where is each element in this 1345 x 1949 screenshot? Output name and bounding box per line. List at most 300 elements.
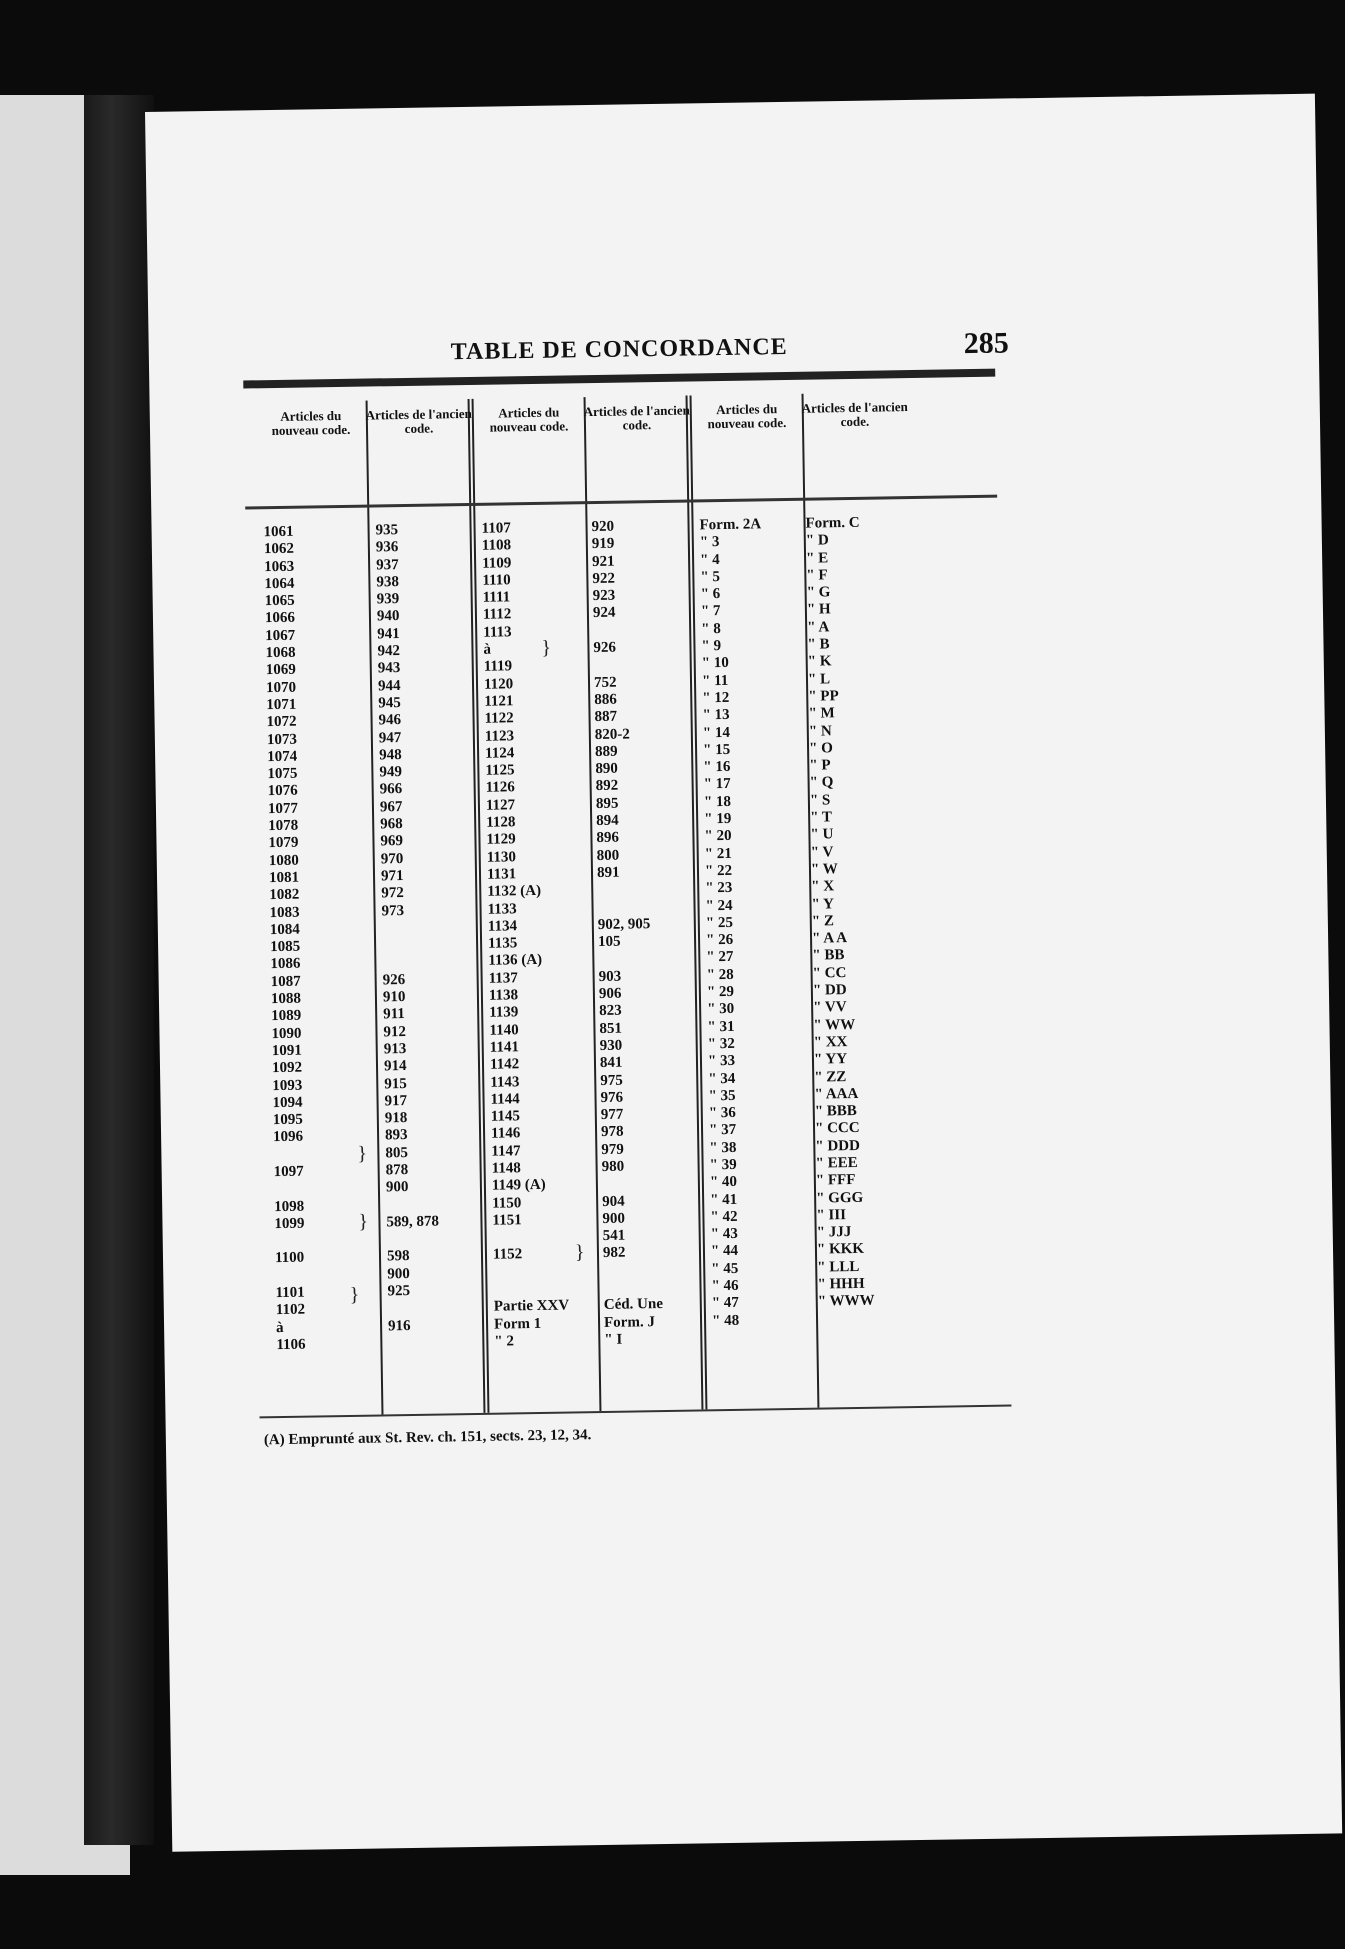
table-cell: " 14	[702, 724, 731, 741]
table-cell: 925	[387, 1283, 411, 1300]
table-cell: 924	[592, 605, 616, 622]
header-nouveau-code-1: Articles du nouveau code.	[271, 407, 351, 439]
table-cell: 920	[591, 518, 615, 536]
table-cell: à	[275, 1319, 284, 1336]
table-cell: " 33	[707, 1053, 736, 1070]
table-cell: 979	[601, 1141, 624, 1158]
table-cell: " 34	[708, 1070, 736, 1087]
table-cell: " III	[816, 1207, 847, 1224]
table-cell: " WWW	[817, 1293, 875, 1310]
table-cell: " 21	[704, 845, 732, 862]
table-cell: " 27	[706, 949, 734, 966]
table-cell: 1152	[492, 1246, 523, 1264]
book-spine	[84, 95, 154, 1845]
table-cell: 105	[597, 933, 621, 951]
table-cell: " 42	[710, 1208, 738, 1226]
table-cell: 1119	[483, 658, 513, 676]
table-cell: 887	[594, 708, 618, 726]
table-cell: " 29	[706, 983, 735, 1001]
table-cell: " 47	[711, 1295, 739, 1312]
table-cell: 1096	[272, 1129, 304, 1146]
table-cell: 895	[595, 795, 619, 812]
table-cell: 1079	[268, 835, 299, 852]
table-cell: " T	[810, 809, 833, 826]
table-cell: 889	[594, 743, 618, 760]
header-ancien-code-2: Articles de l'ancien code.	[583, 402, 690, 433]
table-cell: 912	[383, 1023, 407, 1040]
table-cell: 1144	[490, 1091, 520, 1108]
table-cell: " L	[807, 670, 831, 688]
table-cell: 1069	[265, 662, 296, 679]
table-cell: 820-2	[594, 726, 630, 743]
table-cell: " PP	[808, 688, 839, 705]
table-cell: 967	[379, 798, 403, 816]
table-cell: 1150	[492, 1194, 522, 1212]
table-cell: 915	[384, 1075, 407, 1092]
table-cell: " 12	[702, 689, 730, 707]
table-cell	[597, 899, 656, 917]
table-cell: 1147	[491, 1142, 521, 1160]
table-cell: " F	[806, 567, 828, 584]
table-cell: 1100	[274, 1250, 305, 1267]
table-cell: " 38	[709, 1139, 737, 1156]
table-cell: 886	[594, 691, 617, 708]
table-cell: 890	[595, 760, 619, 778]
table-cell: " 30	[707, 1001, 735, 1018]
table-cell: " 17	[703, 776, 731, 793]
table-cell	[388, 1334, 441, 1352]
table-cell: " 4	[699, 551, 720, 568]
table-cell: 916	[387, 1317, 411, 1334]
table-cell: " 7	[700, 603, 721, 620]
table-cell: " H	[806, 601, 831, 619]
table-cell: 1145	[490, 1108, 521, 1125]
table-cell: 1067	[265, 627, 296, 644]
table-cell: 851	[599, 1020, 623, 1037]
table-cell: 973	[381, 902, 405, 919]
brace-glyph: }	[541, 636, 552, 659]
table-cell: " P	[809, 757, 831, 774]
document-page	[145, 94, 1342, 1852]
table-cell: 900	[602, 1210, 626, 1227]
bottom-rule	[260, 1405, 1012, 1419]
table-cell: 971	[380, 867, 404, 885]
table-cell: 1130	[486, 848, 517, 866]
table-cell: " AAA	[814, 1085, 859, 1103]
table-cell: " E	[805, 549, 829, 567]
table-cell: 1072	[266, 713, 297, 731]
table-cell: " 20	[704, 828, 732, 845]
table-cell: " 22	[704, 862, 733, 880]
table-cell: 911	[383, 1006, 406, 1023]
table-cell	[493, 1263, 569, 1281]
table-cell: 937	[376, 556, 399, 574]
table-cell: 1094	[272, 1094, 303, 1111]
table-cell: 942	[377, 643, 401, 660]
table-cell: " 31	[707, 1018, 735, 1035]
table-cell: 1113	[483, 624, 512, 641]
table-cell: 910	[382, 989, 406, 1006]
table-cell: " K	[807, 653, 832, 671]
table-cell: 1084	[269, 921, 300, 938]
table-cell: " ZZ	[814, 1068, 847, 1086]
table-cell: " Z	[811, 913, 835, 930]
table-cell: " N	[808, 722, 832, 740]
table-cell: 1076	[267, 783, 298, 800]
table-cell: 1095	[272, 1111, 303, 1129]
table-cell: 1082	[269, 886, 300, 904]
table-cell: 921	[591, 553, 615, 570]
table-cell: 1065	[264, 592, 295, 610]
table-cell: 1132 (A)	[487, 883, 542, 900]
table-cell: 903	[598, 968, 622, 985]
top-rule	[243, 369, 995, 389]
table-cell: 902, 905	[597, 915, 651, 933]
table-cell: 919	[591, 535, 615, 553]
table-cell: " 46	[711, 1277, 739, 1295]
table-cell: 922	[592, 570, 616, 587]
table-cell	[594, 656, 653, 674]
table-cell: 841	[599, 1054, 623, 1072]
table-cell	[388, 1300, 441, 1318]
table-cell: 1142	[489, 1056, 520, 1073]
table-cell: " 43	[710, 1226, 738, 1243]
table-cell: 1071	[266, 696, 297, 714]
table-cell: 1098	[274, 1198, 305, 1215]
table-cell	[382, 919, 435, 937]
table-cell: " 40	[709, 1174, 738, 1191]
table-cell: 1134	[487, 918, 518, 935]
table-cell: " XX	[813, 1033, 848, 1051]
header-ancien-code-3: Articles de l'ancien code.	[801, 399, 908, 430]
table-cell: 930	[599, 1037, 623, 1054]
table-cell: " 8	[701, 620, 721, 638]
table-cell: 1141	[489, 1039, 520, 1056]
table-cell: " 37	[708, 1122, 737, 1139]
table-cell: " 25	[705, 914, 734, 932]
table-cell: 968	[380, 816, 403, 833]
table-cell: 800	[596, 847, 620, 864]
table-cell	[603, 1262, 662, 1280]
table-cell: 1083	[269, 904, 300, 921]
table-cell: 1151	[492, 1212, 522, 1229]
table-cell: " HHH	[817, 1275, 865, 1293]
table-cell: 1093	[272, 1077, 303, 1094]
column-ancien-code-3	[805, 515, 874, 1311]
table-cell: 1064	[264, 575, 295, 593]
table-cell: " CCC	[814, 1120, 860, 1137]
table-cell: 1061	[263, 523, 294, 541]
table-cell: 980	[601, 1158, 625, 1175]
table-cell: 1097	[273, 1163, 304, 1181]
table-cell: 805	[385, 1144, 409, 1162]
table-cell: " D	[805, 532, 829, 549]
table-cell: 1125	[485, 762, 515, 779]
table-cell: 1102	[275, 1301, 306, 1319]
table-cell	[598, 950, 657, 968]
table-cell: 936	[375, 539, 399, 556]
table-cell: 1078	[268, 817, 299, 835]
table-cell: à	[483, 641, 492, 658]
table-cell: 1101	[275, 1284, 305, 1302]
table-cell: " BB	[812, 947, 845, 965]
table-cell: 1146	[490, 1125, 521, 1143]
table-cell: 1063	[264, 558, 295, 575]
table-cell: " B	[807, 636, 830, 653]
brace-glyph: }	[357, 1142, 368, 1165]
table-cell: 1099	[274, 1215, 305, 1232]
table-cell: 935	[375, 522, 399, 539]
table-cell	[386, 1196, 439, 1214]
table-cell: Form. J	[603, 1313, 656, 1331]
table-cell: 1081	[268, 869, 300, 887]
table-cell: 1070	[265, 679, 297, 696]
table-cell	[274, 1181, 304, 1199]
table-cell: 1086	[270, 956, 301, 973]
brace-glyph: }	[349, 1283, 360, 1306]
table-cell: 1112	[482, 606, 512, 624]
table-cell: " JJJ	[816, 1224, 852, 1241]
table-cell: 1073	[266, 731, 297, 748]
table-cell: " 6	[700, 586, 721, 603]
table-cell: Form. C	[805, 514, 860, 532]
table-cell: 1107	[481, 520, 511, 537]
table-cell	[493, 1281, 569, 1299]
table-cell: 906	[598, 985, 622, 1002]
table-cell: 1109	[482, 554, 512, 572]
brace-glyph: }	[358, 1210, 369, 1233]
table-cell: 1121	[484, 693, 514, 710]
table-cell: 900	[385, 1179, 409, 1196]
table-cell: 1085	[270, 938, 301, 956]
table-cell: 1126	[485, 779, 515, 797]
table-cell: 944	[377, 677, 401, 695]
table-cell: 823	[599, 1002, 622, 1020]
table-cell: 977	[600, 1106, 624, 1124]
table-cell: 972	[381, 885, 404, 902]
table-cell	[603, 1279, 662, 1297]
table-cell: 1066	[264, 610, 296, 627]
table-cell: 1138	[488, 987, 519, 1004]
table-cell: " EEE	[815, 1154, 858, 1172]
table-cell: 940	[376, 608, 400, 625]
table-cell: 1135	[487, 935, 518, 952]
table-cell: " O	[808, 740, 833, 757]
table-cell: " 44	[710, 1243, 739, 1260]
table-cell: " GGG	[816, 1189, 864, 1207]
running-title: TABLE DE CONCORDANCE	[450, 333, 788, 366]
table-cell: 752	[593, 674, 617, 691]
table-cell: " A A	[811, 930, 848, 947]
table-cell: 1148	[491, 1160, 521, 1177]
table-cell: 1136 (A)	[488, 952, 543, 970]
table-cell: 975	[600, 1072, 623, 1089]
table-cell	[275, 1267, 305, 1285]
table-cell: 970	[380, 850, 404, 868]
table-cell: 1062	[263, 541, 295, 558]
table-cell	[382, 937, 435, 955]
footnote: (A) Emprunté aux St. Rev. ch. 151, sects. 23, 12, 34.	[263, 1427, 592, 1449]
table-cell: " 2	[494, 1333, 515, 1350]
table-cell: 891	[596, 864, 620, 881]
table-cell: " Y	[811, 895, 835, 913]
table-cell: " 13	[702, 707, 730, 724]
table-cell: 598	[386, 1248, 410, 1265]
table-cell: " 15	[702, 741, 731, 759]
table-cell: " V	[810, 843, 834, 861]
table-cell: " 18	[703, 793, 732, 811]
table-cell: " 41	[710, 1191, 738, 1208]
table-cell: 946	[378, 712, 402, 729]
table-cell	[593, 622, 652, 640]
table-cell: 978	[600, 1124, 624, 1141]
table-cell: 1111	[482, 589, 511, 606]
table-cell: 976	[600, 1089, 624, 1106]
table-cell: " KKK	[816, 1241, 865, 1259]
table-cell: 926	[382, 971, 406, 989]
table-cell: 1124	[484, 745, 515, 762]
table-cell	[597, 881, 656, 899]
table-cell	[275, 1233, 305, 1251]
table-cell: " 10	[701, 655, 729, 672]
table-cell: 1143	[490, 1073, 520, 1091]
table-cell: 1110	[482, 572, 511, 589]
table-cell: " 35	[708, 1087, 736, 1105]
column-ancien-code-1	[375, 522, 441, 1353]
page-number: 285	[963, 326, 1009, 361]
table-cell: 945	[378, 695, 401, 712]
table-cell: " FFF	[815, 1172, 856, 1189]
table-cell: 918	[384, 1110, 408, 1127]
table-cell: 949	[379, 764, 403, 781]
table-cell: 1131	[486, 866, 517, 883]
table-cell: 948	[379, 746, 402, 764]
table-cell: 926	[593, 639, 617, 657]
column-nouveau-code-1	[263, 524, 306, 1355]
table-cell: 917	[384, 1092, 408, 1110]
table-cell: " W	[810, 861, 838, 878]
table-cell: 966	[379, 781, 403, 798]
table-cell: Form. 2A	[699, 516, 762, 534]
table-cell: " 32	[707, 1035, 735, 1053]
header-nouveau-code-2: Articles du nouveau code.	[489, 404, 569, 435]
table-cell: 1122	[484, 710, 514, 728]
table-cell: 1087	[270, 973, 301, 990]
table-cell: 1077	[267, 800, 299, 817]
table-cell: 947	[378, 729, 402, 746]
table-cell: " VV	[813, 999, 847, 1016]
header-nouveau-code-3: Articles du nouveau code.	[707, 401, 787, 432]
header-ancien-code-1: Articles de l'ancien code.	[365, 405, 472, 436]
table-cell: 913	[383, 1040, 407, 1058]
table-cell: 1092	[271, 1059, 303, 1077]
table-cell: " 45	[711, 1260, 739, 1278]
table-cell: 1129	[486, 831, 516, 849]
table-cell	[273, 1146, 303, 1164]
table-cell: 914	[383, 1058, 407, 1075]
table-cell: " BBB	[814, 1103, 857, 1120]
table-cell: " 5	[700, 568, 721, 586]
table-cell	[382, 954, 435, 972]
table-cell: Partie XXV	[493, 1297, 570, 1316]
table-cell: 1088	[270, 990, 302, 1008]
table-cell: 1137	[488, 969, 518, 987]
table-cell: 982	[602, 1245, 626, 1262]
table-cell: " 11	[701, 672, 729, 689]
table-cell: " 26	[705, 931, 734, 949]
table-cell: " LLL	[817, 1258, 860, 1276]
table-cell: " I	[604, 1331, 623, 1348]
table-cell: 1080	[268, 852, 299, 869]
table-cell: 939	[376, 591, 400, 608]
table-cell: 1140	[489, 1021, 519, 1039]
table-cell: 1089	[271, 1007, 302, 1025]
table-cell: 969	[380, 833, 404, 850]
table-cell: 1133	[487, 900, 517, 918]
table-cell	[602, 1175, 661, 1193]
column-nouveau-code-2	[481, 520, 569, 1351]
brace-glyph: }	[574, 1241, 585, 1264]
table-cell: " M	[808, 705, 835, 722]
table-cell: 1127	[485, 797, 516, 814]
table-cell: 892	[595, 778, 619, 795]
table-cell: 900	[387, 1265, 410, 1283]
table-cell: " DD	[812, 982, 847, 999]
table-cell: 1090	[271, 1025, 302, 1042]
table-cell: " CC	[812, 964, 847, 982]
table-cell: 904	[602, 1193, 625, 1210]
table-cell: " 28	[706, 966, 734, 984]
table-cell: " A	[807, 619, 830, 636]
table-cell: 541	[602, 1227, 626, 1245]
table-cell: 589, 878	[386, 1213, 440, 1231]
table-cell: 894	[596, 812, 619, 830]
table-cell: 1075	[267, 765, 298, 783]
table-cell: " Q	[809, 774, 834, 792]
table-cell: " 9	[701, 638, 722, 655]
table-cell: " S	[809, 792, 831, 809]
table-cell: 1074	[267, 748, 298, 766]
table-cell: 1106	[276, 1336, 306, 1354]
table-cell: 893	[384, 1127, 408, 1144]
header-rule	[245, 495, 997, 510]
table-cell: 938	[376, 573, 400, 591]
table-cell: " 48	[711, 1312, 740, 1329]
table-cell: 1108	[481, 537, 512, 555]
table-cell: " U	[810, 826, 834, 843]
table-cell: Céd. Une	[603, 1296, 664, 1314]
table-cell: " 24	[705, 897, 733, 914]
column-ancien-code-2	[591, 518, 663, 1349]
table-cell: " 16	[703, 759, 731, 776]
table-cell: 1068	[265, 644, 296, 662]
table-cell: 1123	[484, 727, 515, 745]
table-cell: 1120	[483, 675, 514, 693]
table-cell: 1091	[271, 1042, 302, 1060]
table-cell: 1149 (A)	[491, 1177, 546, 1194]
table-cell: " YY	[813, 1051, 848, 1068]
table-cell: 1128	[486, 814, 516, 831]
table-cell: 878	[385, 1161, 409, 1179]
table-cell: " 19	[704, 810, 732, 828]
table-cell: " DDD	[815, 1137, 861, 1155]
table-cell: " 36	[708, 1104, 736, 1122]
table-cell	[387, 1231, 440, 1249]
table-cell: 896	[596, 829, 620, 847]
table-cell	[493, 1229, 569, 1247]
table-cell: " WW	[813, 1016, 856, 1034]
table-cell: Form 1	[493, 1315, 542, 1333]
